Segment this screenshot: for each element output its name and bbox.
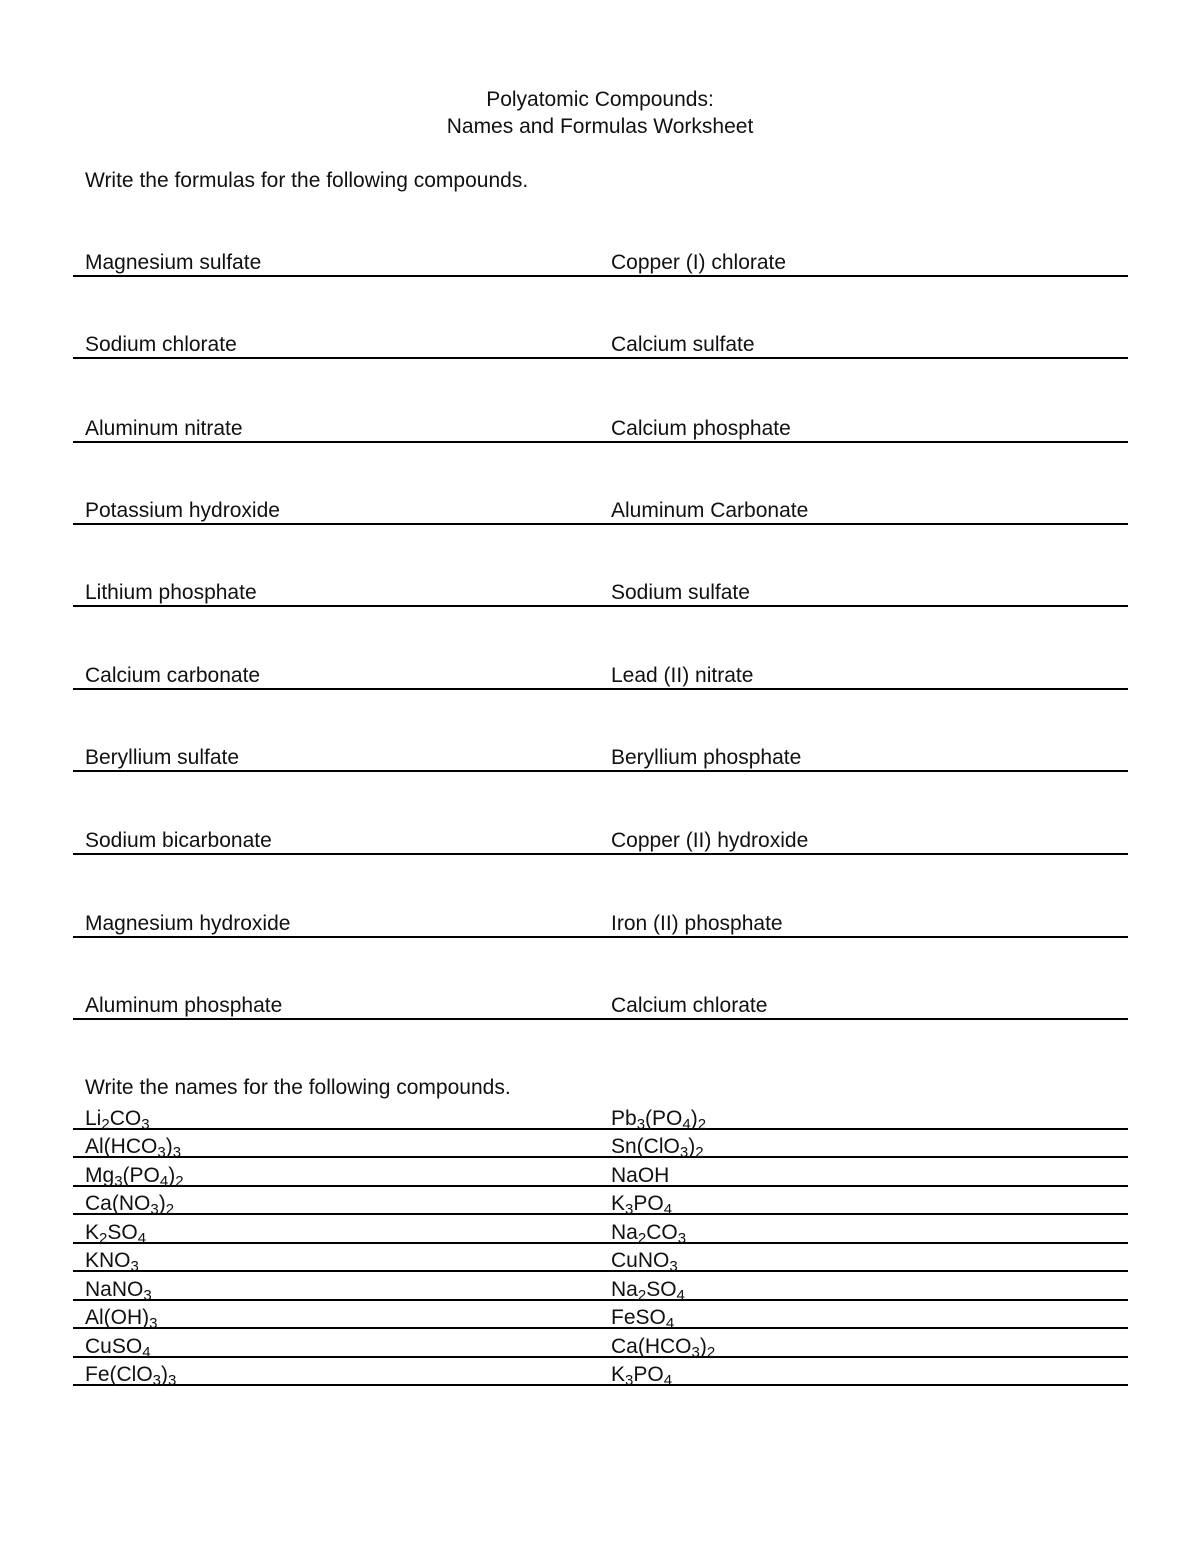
worksheet-row — [73, 496, 1128, 525]
formula-prompt-left: NaNO$_3$ — [85, 1278, 152, 1304]
formula-prompt-right: $Na_2SO_4$ — [611, 1278, 685, 1304]
answer-blank-left[interactable] — [333, 1159, 583, 1185]
worksheet-row — [73, 1187, 1128, 1218]
title-line-2: Names and Formulas Worksheet — [446, 115, 754, 138]
formula-prompt-right: NaOH — [611, 1164, 670, 1187]
worksheet-row — [73, 1301, 1128, 1332]
answer-blank-left[interactable] — [333, 1102, 583, 1128]
answer-blank-left[interactable] — [333, 1301, 583, 1327]
formula-prompt-right: CuNO$_3$ — [611, 1249, 678, 1275]
worksheet-row — [73, 1330, 1128, 1361]
formula-prompt-right: $Pb_3(PO_4)_2$ — [611, 1107, 707, 1133]
worksheet-row — [73, 330, 1128, 359]
compound-name-prompt-left: Potassium hydroxide — [85, 499, 280, 522]
answer-blank-left[interactable] — [333, 743, 583, 770]
worksheet-row — [73, 1216, 1128, 1247]
answer-blank-right[interactable] — [863, 1130, 1123, 1156]
answer-blank-right[interactable] — [863, 248, 1123, 275]
worksheet-row — [73, 743, 1128, 772]
worksheet-row — [73, 1159, 1128, 1190]
formula-prompt-right: $Sn(ClO_3)_2$ — [611, 1135, 704, 1161]
worksheet-row — [73, 991, 1128, 1020]
compound-name-prompt-right: Copper (I) chlorate — [611, 251, 787, 274]
formula-prompt-left: $Li_2CO_3$ — [85, 1107, 150, 1133]
answer-blank-left[interactable] — [333, 1130, 583, 1156]
compound-name-prompt-right: Calcium chlorate — [611, 994, 768, 1017]
worksheet-row — [73, 1130, 1128, 1161]
compound-name-prompt-left: Calcium carbonate — [85, 664, 261, 687]
compound-name-prompt-right: Sodium sulfate — [611, 581, 750, 604]
worksheet-title — [0, 86, 1200, 140]
answer-blank-left[interactable] — [333, 248, 583, 275]
answer-blank-right[interactable] — [863, 1159, 1123, 1185]
formula-prompt-left: $Al(HCO_3)_3$ — [85, 1135, 182, 1161]
compound-name-prompt-right: Lead (II) nitrate — [611, 664, 754, 687]
answer-blank-right[interactable] — [863, 1216, 1123, 1242]
worksheet-row — [73, 909, 1128, 938]
compound-name-prompt-left: Aluminum phosphate — [85, 994, 283, 1017]
formula-prompt-left: CuSO$_4$ — [85, 1335, 151, 1361]
part2-instruction: Write the names for the following compounds. — [85, 1076, 511, 1099]
formula-prompt-left: $K_2SO_4$ — [85, 1221, 147, 1247]
answer-blank-right[interactable] — [863, 1187, 1123, 1213]
answer-blank-left[interactable] — [333, 991, 583, 1018]
compound-name-prompt-right: Beryllium phosphate — [611, 746, 802, 769]
formula-prompt-right: $Na_2CO_3$ — [611, 1221, 687, 1247]
worksheet-row — [73, 414, 1128, 443]
worksheet-row — [73, 578, 1128, 607]
worksheet-row — [73, 1244, 1128, 1275]
answer-blank-left[interactable] — [333, 1358, 583, 1384]
answer-blank-left[interactable] — [333, 578, 583, 605]
answer-blank-right[interactable] — [863, 330, 1123, 357]
worksheet-row — [73, 661, 1128, 690]
formula-prompt-left: $Ca(NO_3)_2$ — [85, 1192, 175, 1218]
answer-blank-right[interactable] — [863, 826, 1123, 853]
worksheet-row — [73, 1358, 1128, 1389]
compound-name-prompt-left: Lithium phosphate — [85, 581, 257, 604]
compound-name-prompt-left: Aluminum nitrate — [85, 417, 243, 440]
compound-name-prompt-right: Copper (II) hydroxide — [611, 829, 809, 852]
compound-name-prompt-right: Calcium sulfate — [611, 333, 755, 356]
answer-blank-right[interactable] — [863, 1358, 1123, 1384]
answer-blank-left[interactable] — [333, 1244, 583, 1270]
worksheet-row — [73, 1102, 1128, 1133]
answer-blank-left[interactable] — [333, 1187, 583, 1213]
answer-blank-left[interactable] — [333, 414, 583, 441]
answer-blank-right[interactable] — [863, 1330, 1123, 1356]
formula-prompt-left: $Fe(ClO_3)_3$ — [85, 1363, 177, 1389]
formula-prompt-left: $Al(OH)_3$ — [85, 1306, 158, 1332]
worksheet-row — [73, 1273, 1128, 1304]
answer-blank-left[interactable] — [333, 661, 583, 688]
answer-blank-left[interactable] — [333, 496, 583, 523]
answer-blank-left[interactable] — [333, 826, 583, 853]
answer-blank-right[interactable] — [863, 909, 1123, 936]
answer-blank-left[interactable] — [333, 330, 583, 357]
answer-blank-right[interactable] — [863, 991, 1123, 1018]
answer-blank-right[interactable] — [863, 414, 1123, 441]
answer-blank-right[interactable] — [863, 578, 1123, 605]
answer-blank-right[interactable] — [863, 1301, 1123, 1327]
answer-blank-right[interactable] — [863, 743, 1123, 770]
answer-blank-left[interactable] — [333, 909, 583, 936]
formula-prompt-right: FeSO$_4$ — [611, 1306, 675, 1332]
answer-blank-right[interactable] — [863, 1273, 1123, 1299]
answer-blank-left[interactable] — [333, 1330, 583, 1356]
formula-prompt-right: $K_3PO_4$ — [611, 1363, 673, 1389]
compound-name-prompt-right: Iron (II) phosphate — [611, 912, 783, 935]
formula-prompt-left: $Mg_3(PO_4)_2$ — [85, 1164, 184, 1190]
compound-name-prompt-left: Beryllium sulfate — [85, 746, 240, 769]
answer-blank-right[interactable] — [863, 1102, 1123, 1128]
answer-blank-right[interactable] — [863, 1244, 1123, 1270]
compound-name-prompt-right: Aluminum Carbonate — [611, 499, 809, 522]
answer-blank-right[interactable] — [863, 496, 1123, 523]
formula-prompt-right: $Ca(HCO_3)_2$ — [611, 1335, 716, 1361]
answer-blank-left[interactable] — [333, 1273, 583, 1299]
compound-name-prompt-left: Sodium bicarbonate — [85, 829, 272, 852]
compound-name-prompt-right: Calcium phosphate — [611, 417, 791, 440]
formula-prompt-left: $KNO_3$ — [85, 1249, 139, 1275]
formula-prompt-right: $K_3PO_4$ — [611, 1192, 673, 1218]
answer-blank-left[interactable] — [333, 1216, 583, 1242]
compound-name-prompt-left: Magnesium hydroxide — [85, 912, 291, 935]
part1-instruction: Write the formulas for the following compounds. — [85, 169, 529, 192]
compound-name-prompt-left: Sodium chlorate — [85, 333, 237, 356]
worksheet-row — [73, 826, 1128, 855]
worksheet-row — [73, 248, 1128, 277]
compound-name-prompt-left: Magnesium sulfate — [85, 251, 262, 274]
title-line-1: Polyatomic Compounds: — [486, 88, 714, 111]
answer-blank-right[interactable] — [863, 661, 1123, 688]
